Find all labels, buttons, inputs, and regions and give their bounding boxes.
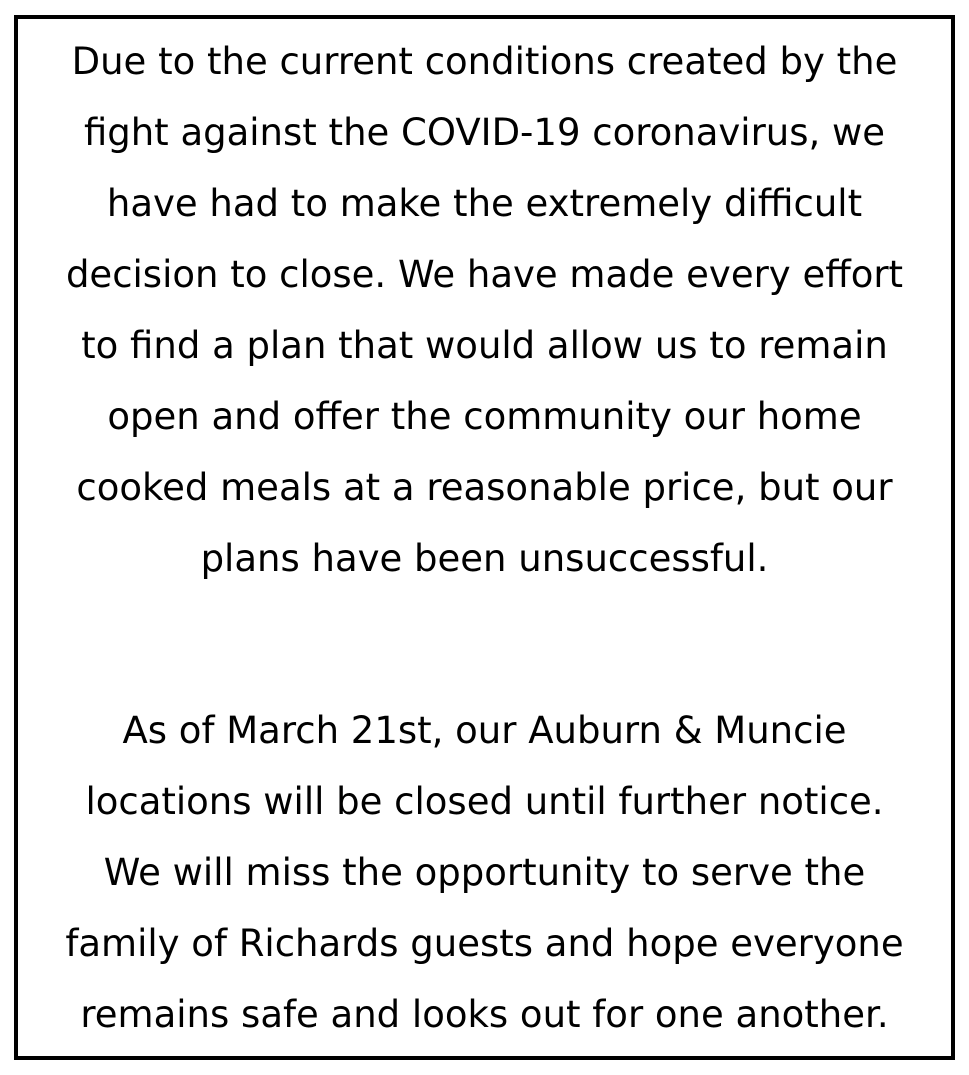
notice-line: fight against the COVID-19 coronavirus, we: [83, 111, 886, 154]
notice-line: We will miss the opportunity to serve the: [103, 851, 866, 894]
notice-line: open and offer the community our home: [107, 395, 862, 438]
notice-line: to find a plan that would allow us to remain: [81, 324, 888, 367]
notice-paragraph-1: [18, 26, 951, 594]
notice-paragraph-2: [18, 695, 951, 1050]
notice-line: locations will be closed until further notice.: [85, 780, 884, 823]
notice-line: decision to close. We have made every effort: [65, 253, 904, 296]
closure-notice-box: [14, 15, 955, 1060]
notice-line: have had to make the extremely difficult: [106, 182, 863, 225]
notice-line: plans have been unsuccessful.: [200, 537, 769, 580]
notice-line: cooked meals at a reasonable price, but our: [76, 466, 893, 509]
notice-line: family of Richards guests and hope everyone: [65, 922, 904, 965]
notice-line: Due to the current conditions created by the: [71, 40, 898, 83]
notice-line: As of March 21st, our Auburn & Muncie: [122, 709, 847, 752]
notice-line: remains safe and looks out for one another.: [80, 993, 889, 1036]
